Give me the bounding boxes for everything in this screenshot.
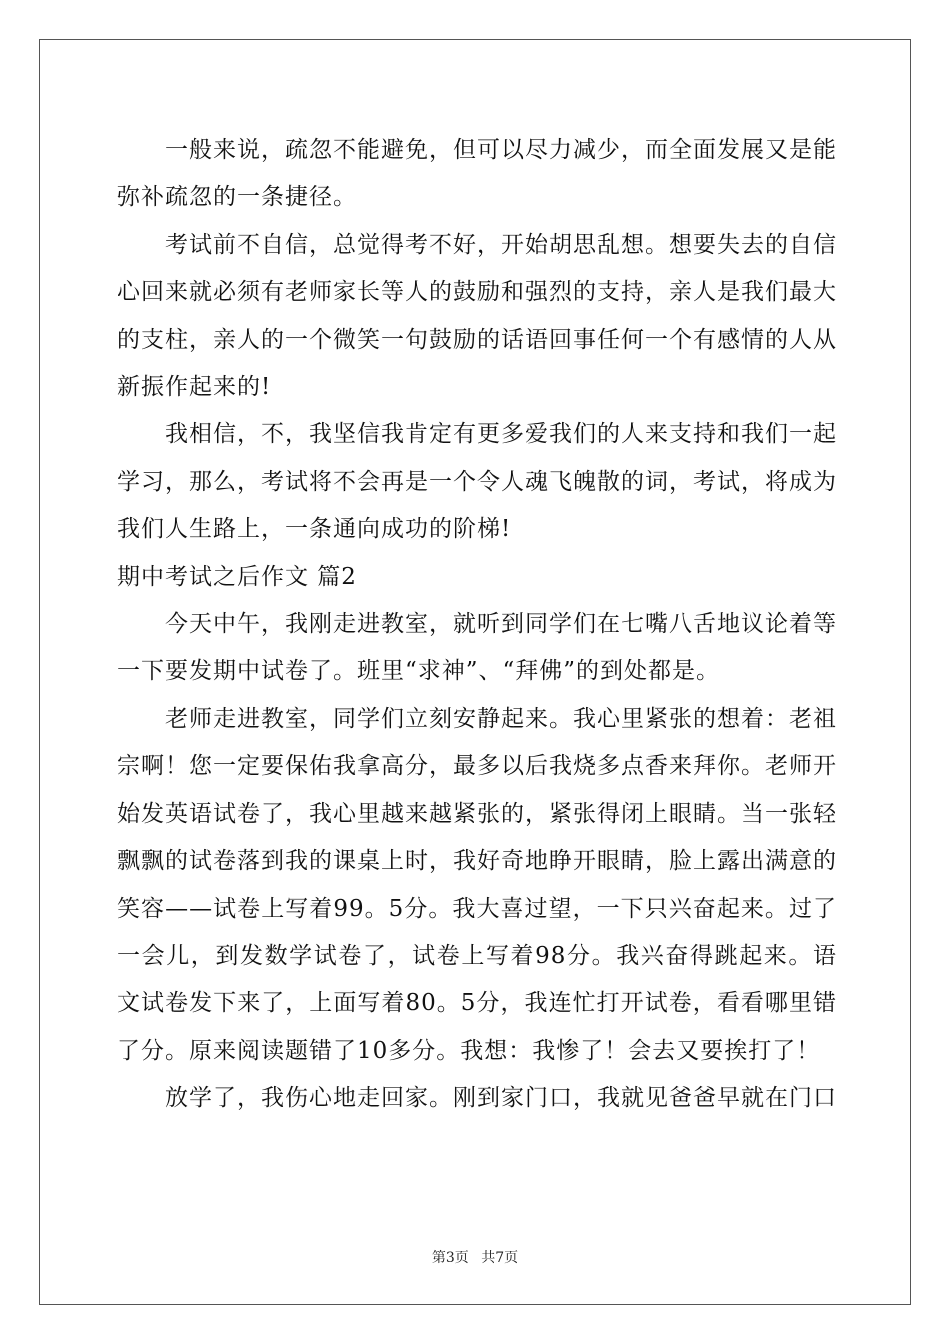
paragraph-1: 一般来说，疏忽不能避免，但可以尽力减少，而全面发展又是能弥补疏忽的一条捷径。 — [117, 137, 837, 211]
paragraph-6: 放学了，我伤心地走回家。刚到家门口，我就见爸爸早就在门口 — [165, 1085, 837, 1112]
paragraph-5: 老师走进教室，同学们立刻安静起来。我心里紧张的想着：老祖宗啊！您一定要保佑我拿高分，最多以后我烧多点香来拜你。老师开始发英语试卷了，我心里越来越紧张的，紧张得闭上眼睛。当一张轻飘飘的试卷落到我的课桌上时，我好奇地睁开眼睛，脸上露出满意的笑容——试卷上写着99。5分。我大喜过望，一下只兴奋起来。过了一会儿，到发数学试卷了，试卷上写着98分。我兴奋得跳起来。语文试卷发下来了，上面写着80。5分，我连忙打开试卷，看看哪里错了分。原来阅读题错了10多分。我想：我惨了！会去又要挨打了！ — [117, 705, 837, 1064]
document-body — [117, 127, 837, 1123]
page-footer — [0, 1247, 950, 1267]
section-title: 期中考试之后作文 篇2 — [117, 563, 357, 590]
paragraph-2: 考试前不自信，总觉得考不好，开始胡思乱想。想要失去的自信心回来就必须有老师家长等人的鼓励和强烈的支持，亲人是我们最大的支柱，亲人的一个微笑一句鼓励的话语回事任何一个有感情的人从新振作起来的! — [117, 231, 837, 401]
page-total: 共7页 — [481, 1250, 519, 1266]
paragraph-4: 今天中午，我刚走进教室，就听到同学们在七嘴八舌地议论着等一下要发期中试卷了。班里“求神”、“拜佛”的到处都是。 — [117, 611, 837, 685]
paragraph-3: 我相信，不，我坚信我肯定有更多爱我们的人来支持和我们一起学习，那么，考试将不会再是一个令人魂飞魄散的词，考试，将成为我们人生路上，一条通向成功的阶梯! — [117, 421, 837, 543]
page-number: 第3页 — [431, 1250, 469, 1266]
